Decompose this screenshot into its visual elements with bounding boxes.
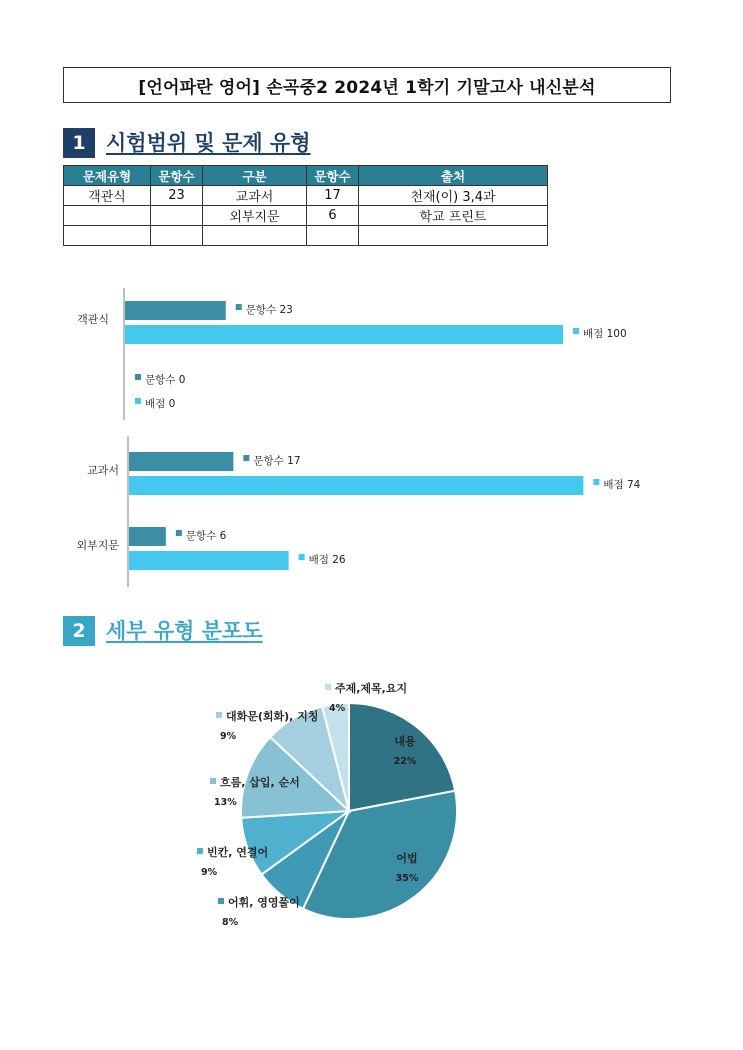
table-cell <box>307 226 359 246</box>
data-label: 문항수 6 <box>185 530 227 542</box>
category-label: 외부지문 <box>76 539 119 552</box>
data-label: 배점 100 <box>583 328 627 340</box>
data-label: 문항수 0 <box>145 374 186 386</box>
slice-label: 흐름, 삽입, 순서 <box>220 776 300 789</box>
category-label: 객관식 <box>77 313 109 326</box>
table-cell: 6 <box>307 206 359 226</box>
slice-label: 주제,제목,요지 <box>335 682 408 695</box>
pie-chart-detail-types <box>0 670 743 950</box>
bar-chart-question-type <box>0 280 743 430</box>
data-label: 배점 74 <box>603 479 641 491</box>
table-cell <box>359 226 548 246</box>
data-label: 문항수 23 <box>245 304 293 316</box>
exam-scope-table <box>63 165 548 246</box>
table-cell: 객관식 <box>64 186 151 206</box>
slice-marker <box>325 684 331 690</box>
table-row <box>64 226 548 246</box>
slice-label: 내용 <box>394 735 416 748</box>
section-2-number: 2 <box>63 616 95 646</box>
slice-label: 대화문(회화), 지칭 <box>226 710 319 723</box>
bar <box>125 301 226 320</box>
section-2-title: 세부 유형 분포도 <box>106 619 263 643</box>
slice-marker <box>197 848 203 854</box>
data-label: 배점 0 <box>145 398 176 410</box>
slice-percent: 9% <box>201 867 218 878</box>
slice-label: 어법 <box>396 852 418 865</box>
slice-label: 빈칸, 연결어 <box>207 846 269 859</box>
table-cell: 17 <box>307 186 359 206</box>
data-label: 문항수 17 <box>253 455 301 467</box>
slice-percent: 35% <box>395 873 419 884</box>
table-cell <box>203 226 307 246</box>
table-header-row <box>64 166 548 186</box>
slice-percent: 13% <box>214 797 237 808</box>
slice-percent: 4% <box>329 703 346 714</box>
section-1-number: 1 <box>63 128 95 158</box>
slice-percent: 8% <box>222 917 239 928</box>
data-label-marker <box>176 530 182 536</box>
table-row <box>64 186 548 206</box>
table-cell <box>151 226 203 246</box>
slice-label: 어휘, 영영풀이 <box>228 896 300 909</box>
table-cell: 학교 프린트 <box>359 206 548 226</box>
table-header-cell: 출처 <box>359 166 548 186</box>
table-cell <box>151 206 203 226</box>
table-header-cell: 문항수 <box>151 166 203 186</box>
section-2-header <box>63 616 263 646</box>
table-header-cell: 문항수 <box>307 166 359 186</box>
bar <box>125 325 563 344</box>
slice-marker <box>216 712 222 718</box>
table-cell: 교과서 <box>203 186 307 206</box>
bar-chart-source <box>0 432 743 592</box>
data-label-marker <box>243 455 249 461</box>
section-1-title: 시험범위 및 문제 유형 <box>106 131 311 155</box>
bar <box>129 452 233 471</box>
data-label: 배점 26 <box>308 554 346 566</box>
table-header-cell: 문제유형 <box>64 166 151 186</box>
bar <box>129 551 289 570</box>
slice-marker <box>210 778 216 784</box>
table-cell: 23 <box>151 186 203 206</box>
table-header-cell: 구분 <box>203 166 307 186</box>
data-label-marker <box>573 328 579 334</box>
bar <box>129 476 583 495</box>
table-cell <box>64 226 151 246</box>
data-label-marker <box>593 479 599 485</box>
data-label-marker <box>135 398 141 404</box>
slice-percent: 9% <box>220 731 237 742</box>
data-label-marker <box>135 374 141 380</box>
table-cell <box>64 206 151 226</box>
table-cell: 천재(이) 3,4과 <box>359 186 548 206</box>
data-label-marker <box>299 554 305 560</box>
slice-marker <box>218 898 224 904</box>
slice-percent: 22% <box>393 756 417 767</box>
table-cell: 외부지문 <box>203 206 307 226</box>
bar <box>129 527 166 546</box>
table-row <box>64 206 548 226</box>
data-label-marker <box>236 304 242 310</box>
document-title: [언어파란 영어] 손곡중2 2024년 1학기 기말고사 내신분석 <box>63 67 671 103</box>
category-label: 교과서 <box>87 464 119 477</box>
section-1-header <box>63 128 311 158</box>
